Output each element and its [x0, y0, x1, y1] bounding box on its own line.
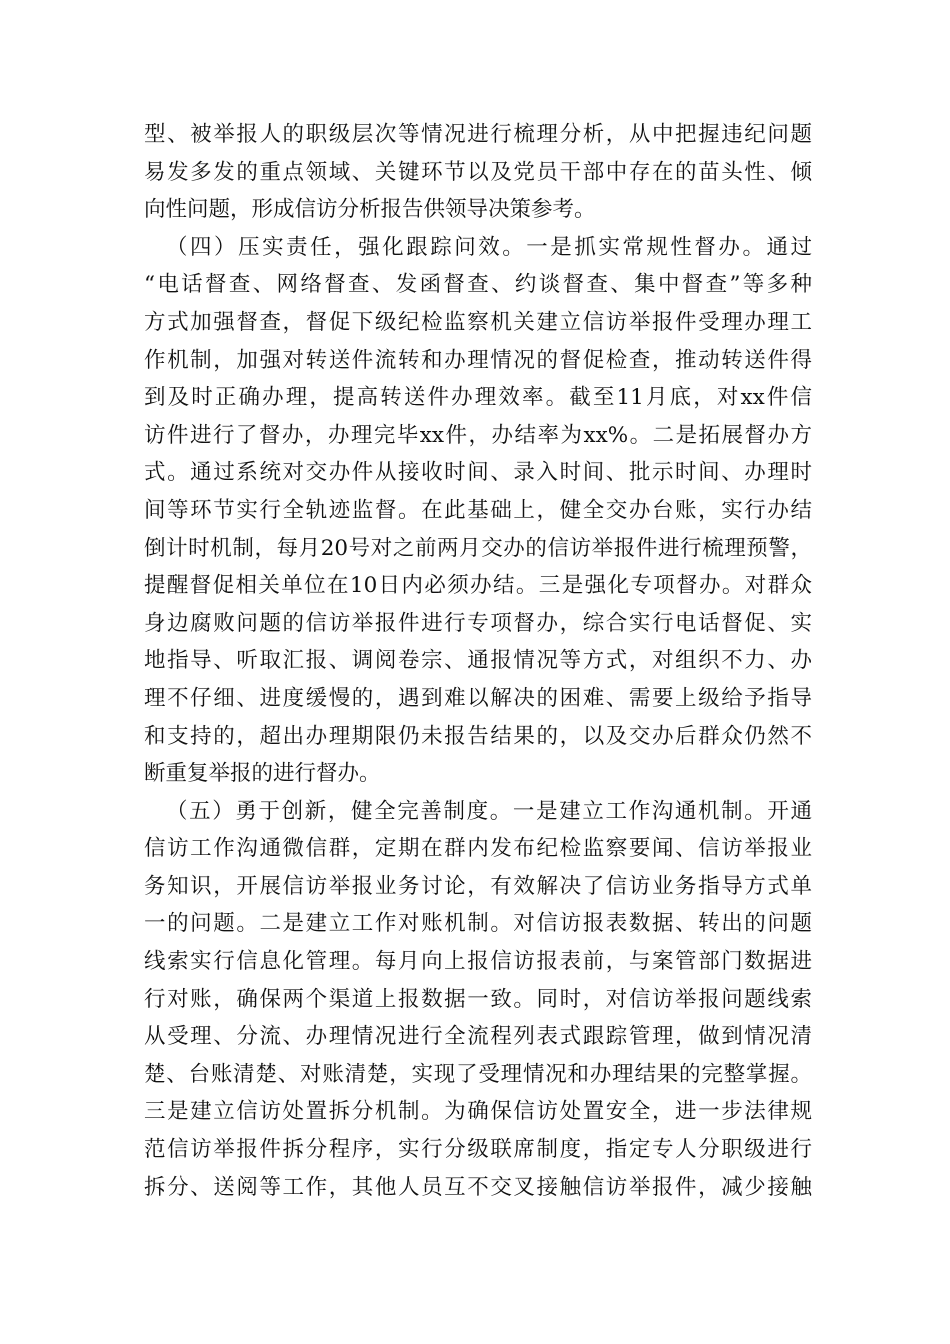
text-line: 行对账，确保两个渠道上报数据一致。同时，对信访举报问题线索: [144, 986, 812, 1012]
text-line: 提醒督促相关单位在10日内必须办结。三是强化专项督办。对群众: [144, 573, 812, 599]
text-line: 式。通过系统对交办件从接收时间、录入时间、批示时间、办理时: [144, 460, 812, 486]
text-line: 和支持的，超出办理期限仍未报告结果的，以及交办后群众仍然不: [144, 723, 812, 749]
text-line: 楚、台账清楚、对账清楚，实现了受理情况和办理结果的完整掌握。: [144, 1061, 812, 1087]
text-line: 范信访举报件拆分程序，实行分级联席制度，指定专人分职级进行: [144, 1137, 812, 1163]
section-heading-line: （五）勇于创新，健全完善制度。一是建立工作沟通机制。开通: [166, 798, 812, 824]
section-heading-line: （四）压实责任，强化跟踪问效。一是抓实常规性督办。通过: [166, 234, 812, 260]
text-line: 线索实行信息化管理。每月向上报信访报表前，与案管部门数据进: [144, 949, 812, 975]
text-line: 向性问题，形成信访分析报告供领导决策参考。: [144, 197, 596, 223]
text-line: 拆分、送阅等工作，其他人员互不交叉接触信访举报件，减少接触: [144, 1174, 812, 1200]
text-line: 断重复举报的进行督办。: [144, 761, 381, 787]
text-line: 地指导、听取汇报、调阅卷宗、通报情况等方式，对组织不力、办: [144, 648, 812, 674]
text-line: 身边腐败问题的信访举报件进行专项督办，综合实行电话督促、实: [144, 610, 812, 636]
document-body: [144, 116, 812, 1206]
text-line: 务知识，开展信访举报业务讨论，有效解决了信访业务指导方式单: [144, 873, 812, 899]
text-line: 作机制，加强对转送件流转和办理情况的督促检查，推动转送件得: [144, 347, 812, 373]
text-line: 倒计时机制，每月20号对之前两月交办的信访举报件进行梳理预警，: [144, 535, 812, 561]
text-line: 访件进行了督办，办理完毕xx件，办结率为xx%。二是拓展督办方: [144, 422, 812, 448]
text-line: 方式加强督查，督促下级纪检监察机关建立信访举报件受理办理工: [144, 309, 812, 335]
text-line: 理不仔细、进度缓慢的，遇到难以解决的困难、需要上级给予指导: [144, 685, 812, 711]
text-line: 到及时正确办理，提高转送件办理效率。截至11月底，对xx件信: [144, 385, 812, 411]
text-line: 一的问题。二是建立工作对账机制。对信访报表数据、转出的问题: [144, 911, 812, 937]
text-line: 从受理、分流、办理情况进行全流程列表式跟踪管理，做到情况清: [144, 1024, 812, 1050]
text-line: 型、被举报人的职级层次等情况进行梳理分析，从中把握违纪问题: [144, 122, 812, 147]
text-line: 三是建立信访处置拆分机制。为确保信访处置安全，进一步法律规: [144, 1099, 812, 1125]
text-line: 间等环节实行全轨迹监督。在此基础上，健全交办台账，实行办结: [144, 497, 812, 523]
text-line: 易发多发的重点领域、关键环节以及党员干部中存在的苗头性、倾: [144, 159, 812, 185]
text-line: 信访工作沟通微信群，定期在群内发布纪检监察要闻、信访举报业: [144, 836, 812, 862]
text-line: “电话督查、网络督查、发函督查、约谈督查、集中督查”等多种: [144, 272, 812, 298]
